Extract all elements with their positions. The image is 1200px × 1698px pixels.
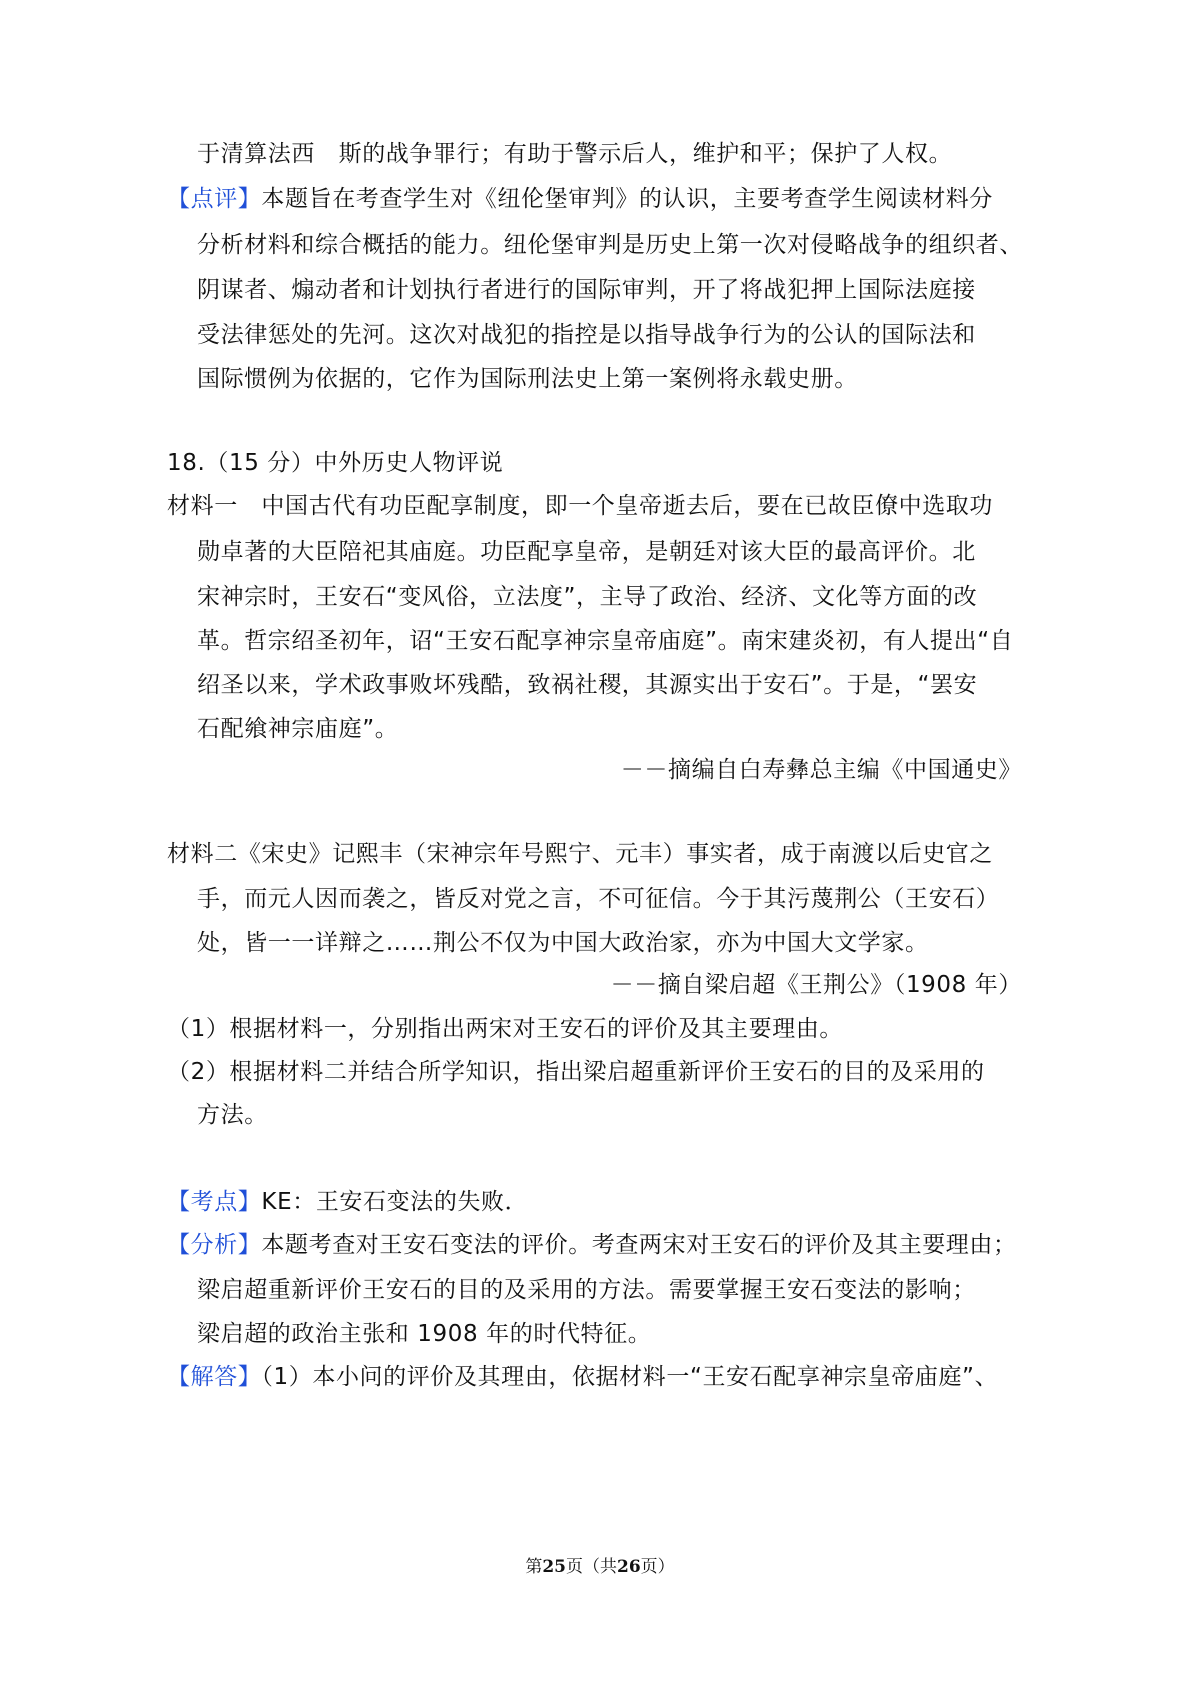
material-one-line-4: 革。哲宗绍圣初年，诏“王安石配享神宗皇帝庙庭”。南宋建炎初，有人提出“自 — [197, 628, 1014, 654]
fenxi-tag: 【分析】 — [167, 1232, 262, 1258]
material-one-line-2: 勋卓著的大臣陪祀其庙庭。功臣配享皇帝，是朝廷对该大臣的最高评价。北 — [197, 539, 976, 565]
question-part-2-line-1: （2）根据材料二并结合所学知识，指出梁启超重新评价王安石的目的及采用的 — [167, 1059, 985, 1085]
material-one-line-3: 宋神宗时，王安石“变风俗，立法度”，主导了政治、经济、文化等方面的改 — [197, 584, 978, 610]
dianping-text: 本题旨在考查学生对《纽伦堡审判》的认识，主要考查学生阅读材料分 — [261, 186, 994, 212]
text-line-5: 受法律惩处的先河。这次对战犯的指控是以指导战争行为的公认的国际法和 — [197, 322, 976, 348]
footer-prefix: 第 — [525, 1557, 543, 1577]
material-two-line-3: 处，皆一一详辩之……荆公不仅为中国大政治家，亦为中国大文学家。 — [197, 930, 929, 956]
material-one-line-5: 绍圣以来，学术政事败坏残酷，致祸社稷，其源实出于安石”。于是，“罢安 — [197, 672, 978, 698]
page-footer — [0, 1555, 1200, 1579]
question-part-2-line-2: 方法。 — [197, 1102, 268, 1128]
analysis-line-2: 梁启超重新评价王安石的目的及采用的方法。需要掌握王安石变法的影响； — [197, 1277, 976, 1303]
kaodian-tag: 【考点】 — [167, 1189, 262, 1215]
question-part-1: （1）根据材料一，分别指出两宋对王安石的评价及其主要理由。 — [167, 1016, 844, 1042]
footer-middle: 页（共 — [566, 1557, 617, 1577]
text-line-3: 分析材料和综合概括的能力。纽伦堡审判是历史上第一次对侵略战争的组织者、 — [197, 232, 1023, 258]
material-two-line-2: 手，而元人因而袭之，皆反对党之言，不可征信。今于其污蔑荆公（王安石） — [197, 886, 1000, 912]
material-two-source: －－摘自梁启超《王荆公》（1908 年） — [610, 972, 1022, 998]
jieda-tag: 【解答】 — [167, 1364, 262, 1390]
footer-total-pages: 26 — [617, 1557, 641, 1577]
jieda-text: （1）本小问的评价及其理由，依据材料一“王安石配享神宗皇帝庙庭”、 — [261, 1364, 999, 1390]
footer-suffix: 页） — [640, 1557, 675, 1577]
dianping-tag: 【点评】 — [167, 186, 262, 212]
text-line-4: 阴谋者、煽动者和计划执行者进行的国际审判，开了将战犯押上国际法庭接 — [197, 277, 976, 303]
text-line-6: 国际惯例为依据的，它作为国际刑法史上第一案例将永载史册。 — [197, 366, 858, 392]
footer-current-page: 25 — [542, 1557, 566, 1577]
fenxi-text: 本题考查对王安石变法的评价。考查两宋对王安石的评价及其主要理由； — [261, 1232, 1017, 1258]
material-two-line-1: 材料二《宋史》记熙丰（宋神宗年号熙宁、元丰）事实者，成于南渡以后史官之 — [167, 841, 993, 867]
material-one-line-6: 石配飨神宗庙庭”。 — [197, 716, 399, 742]
kaodian-text: KE：王安石变法的失败． — [261, 1189, 529, 1215]
fenxi-line — [167, 1229, 1017, 1261]
analysis-line-3: 梁启超的政治主张和 1908 年的时代特征。 — [197, 1321, 652, 1347]
material-one-line-1: 材料一 中国古代有功臣配享制度，即一个皇帝逝去后，要在已故臣僚中选取功 — [167, 493, 993, 519]
text-line-1: 于清算法西 斯的战争罪行；有助于警示后人，维护和平；保护了人权。 — [197, 141, 953, 167]
question-heading: 18.（15 分）中外历史人物评说 — [167, 450, 504, 476]
kaodian-line — [167, 1186, 528, 1218]
dianping-line — [167, 183, 993, 215]
jieda-line — [167, 1361, 998, 1393]
material-one-source: －－摘编自白寿彝总主编《中国通史》 — [620, 757, 1022, 783]
